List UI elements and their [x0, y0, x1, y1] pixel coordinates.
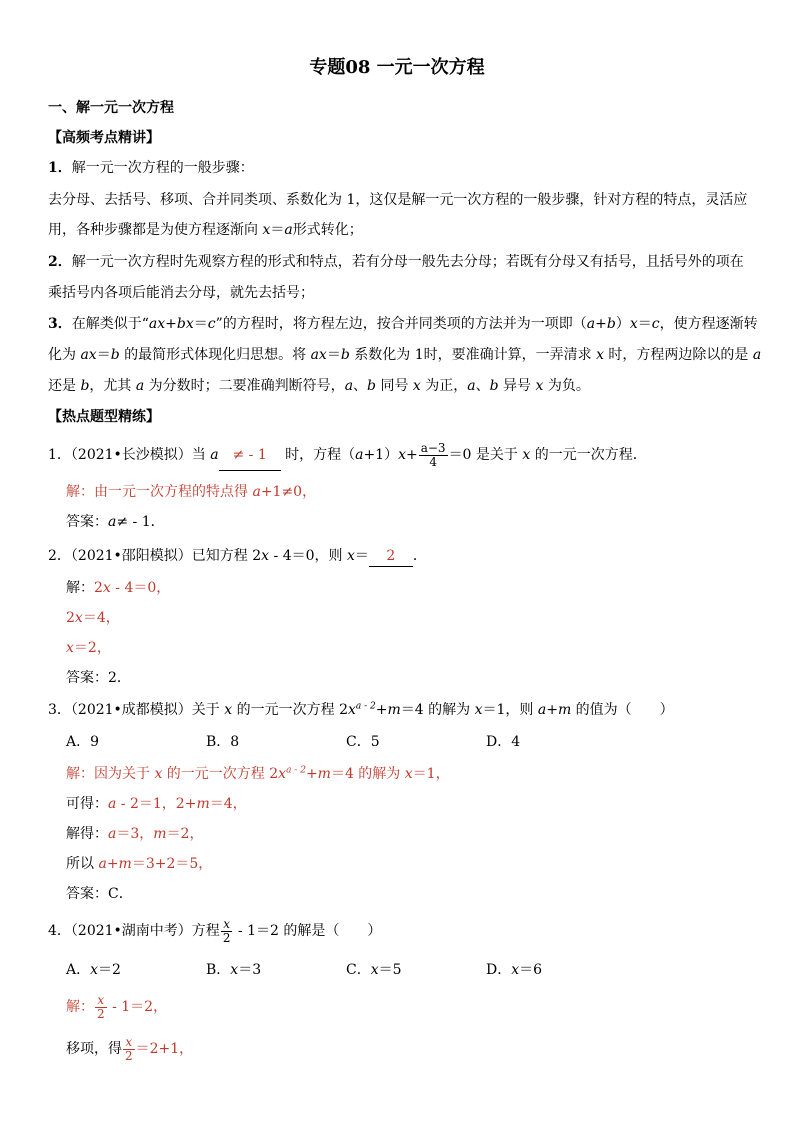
option-c[interactable]: C．x＝5: [346, 962, 402, 978]
key-point-3-line-2: 化为 ax＝b 的最简形式体现化归思想。将 ax＝b 系数化为 1时，要准确计算，一弄清求 x 时，方程两边除以的是 a: [48, 347, 762, 363]
option-d[interactable]: D．x＝6: [486, 962, 543, 978]
q1-answer: 答案：a≠ - 1．: [66, 514, 165, 530]
option-a[interactable]: A．x＝2: [66, 962, 121, 978]
question-1: 1．（2021•长沙模拟）当 a ≠ - 1 时，方程（a+1）x+ $\frac{a-3}{4}$ ＝0 是关于 x 的一元一次方程．: [48, 440, 647, 471]
q4-solution-2: 移项，得 $\frac{x}{2}$ ＝2+1，: [66, 1034, 194, 1063]
question-3: 3．（2021•成都模拟）关于 x 的一元一次方程 $2x^{a - 2}+m=4$ 的解为 x＝1，则 a+m 的值为（ ）: [48, 701, 674, 718]
q3-solution-3: 解得：a＝3，m＝2，: [66, 826, 204, 842]
option-b[interactable]: B．x＝3: [206, 962, 262, 978]
answer-blank-1[interactable]: ≠ - 1: [219, 440, 281, 471]
option-d[interactable]: D．4: [486, 734, 521, 750]
fraction-x-over-2: $\frac{x}{2}$: [125, 1034, 133, 1063]
key-point-3-line-3: 还是 b，尤其 a 为分数时；二要准确判断符号，a、b 同号 x 为正，a、b 异号 x 为负。: [48, 378, 590, 394]
q4-options: [66, 960, 626, 980]
key-point-1-head: 1．解一元一次方程的一般步骤：: [48, 160, 254, 176]
q3-solution-4: 所以 a+m＝3+2＝5，: [66, 856, 213, 872]
q3-options: [66, 732, 626, 752]
q2-solution-2: 2x＝4，: [66, 610, 120, 626]
q2-solution-3: x＝2，: [66, 640, 111, 656]
q2-solution-1: 解：2x - 4＝0，: [66, 580, 171, 596]
question-2: 2．（2021•邵阳模拟）已知方程 2x - 4＝0，则 x＝ 2 ．: [48, 546, 427, 567]
fraction-x-over-2: $\frac{x}{2}$: [222, 916, 231, 945]
fraction-a-minus-3-over-4: $\frac{a-3}{4}$: [420, 440, 446, 469]
question-4: 4．（2021•湖南中考）方程 $\frac{x}{2}$ - 1＝2 的解是（ ）: [48, 916, 382, 945]
option-a[interactable]: A．9: [66, 734, 100, 750]
fraction-x-over-2: $\frac{x}{2}$: [97, 992, 105, 1021]
key-point-2-line-1: 2．解一元一次方程时先观察方程的形式和特点，若有分母一般先去分母；若既有分母又有括号，且括号外的项在: [48, 254, 744, 270]
option-c[interactable]: C．5: [346, 734, 380, 750]
key-point-2-line-2: 乘括号内各项后能消去分母，就先去括号；: [48, 285, 314, 301]
key-point-1-line-1: 去分母、去括号、移项、合并同类项、系数化为 1，这仅是解一元一次方程的一般步骤，针对方程的特点，灵活应: [48, 192, 748, 208]
q1-solution: 解：由一元一次方程的特点得 a+1≠0，: [66, 484, 317, 500]
answer-blank-2[interactable]: 2: [369, 546, 413, 567]
tag-key-points: 【高频考点精讲】: [48, 130, 160, 146]
q3-solution-2: 可得：a - 2＝1，2+m＝4，: [66, 796, 247, 812]
q4-solution-1: 解： $\frac{x}{2}$ - 1＝2，: [66, 992, 168, 1021]
q2-answer: 答案：2．: [66, 670, 131, 686]
option-b[interactable]: B．8: [206, 734, 240, 750]
page-title: 专题08 一元一次方程: [309, 57, 485, 78]
tag-practice: 【热点题型精练】: [48, 409, 160, 425]
key-point-3-line-1: 3．在解类似于“ax+bx＝c”的方程时，将方程左边，按合并同类项的方法并为一项即（a+b）x＝c，使方程逐渐转: [48, 316, 758, 332]
key-point-1-line-2: 用，各种步骤都是为使方程逐渐向 x＝a形式转化；: [48, 222, 363, 238]
section-heading: 一、解一元一次方程: [48, 100, 174, 116]
q3-solution-1: 解：因为关于 x 的一元一次方程 $2x^{a - 2}+m=4$ 的解为 x＝1，: [66, 765, 450, 782]
q3-answer: 答案：C．: [66, 886, 133, 902]
